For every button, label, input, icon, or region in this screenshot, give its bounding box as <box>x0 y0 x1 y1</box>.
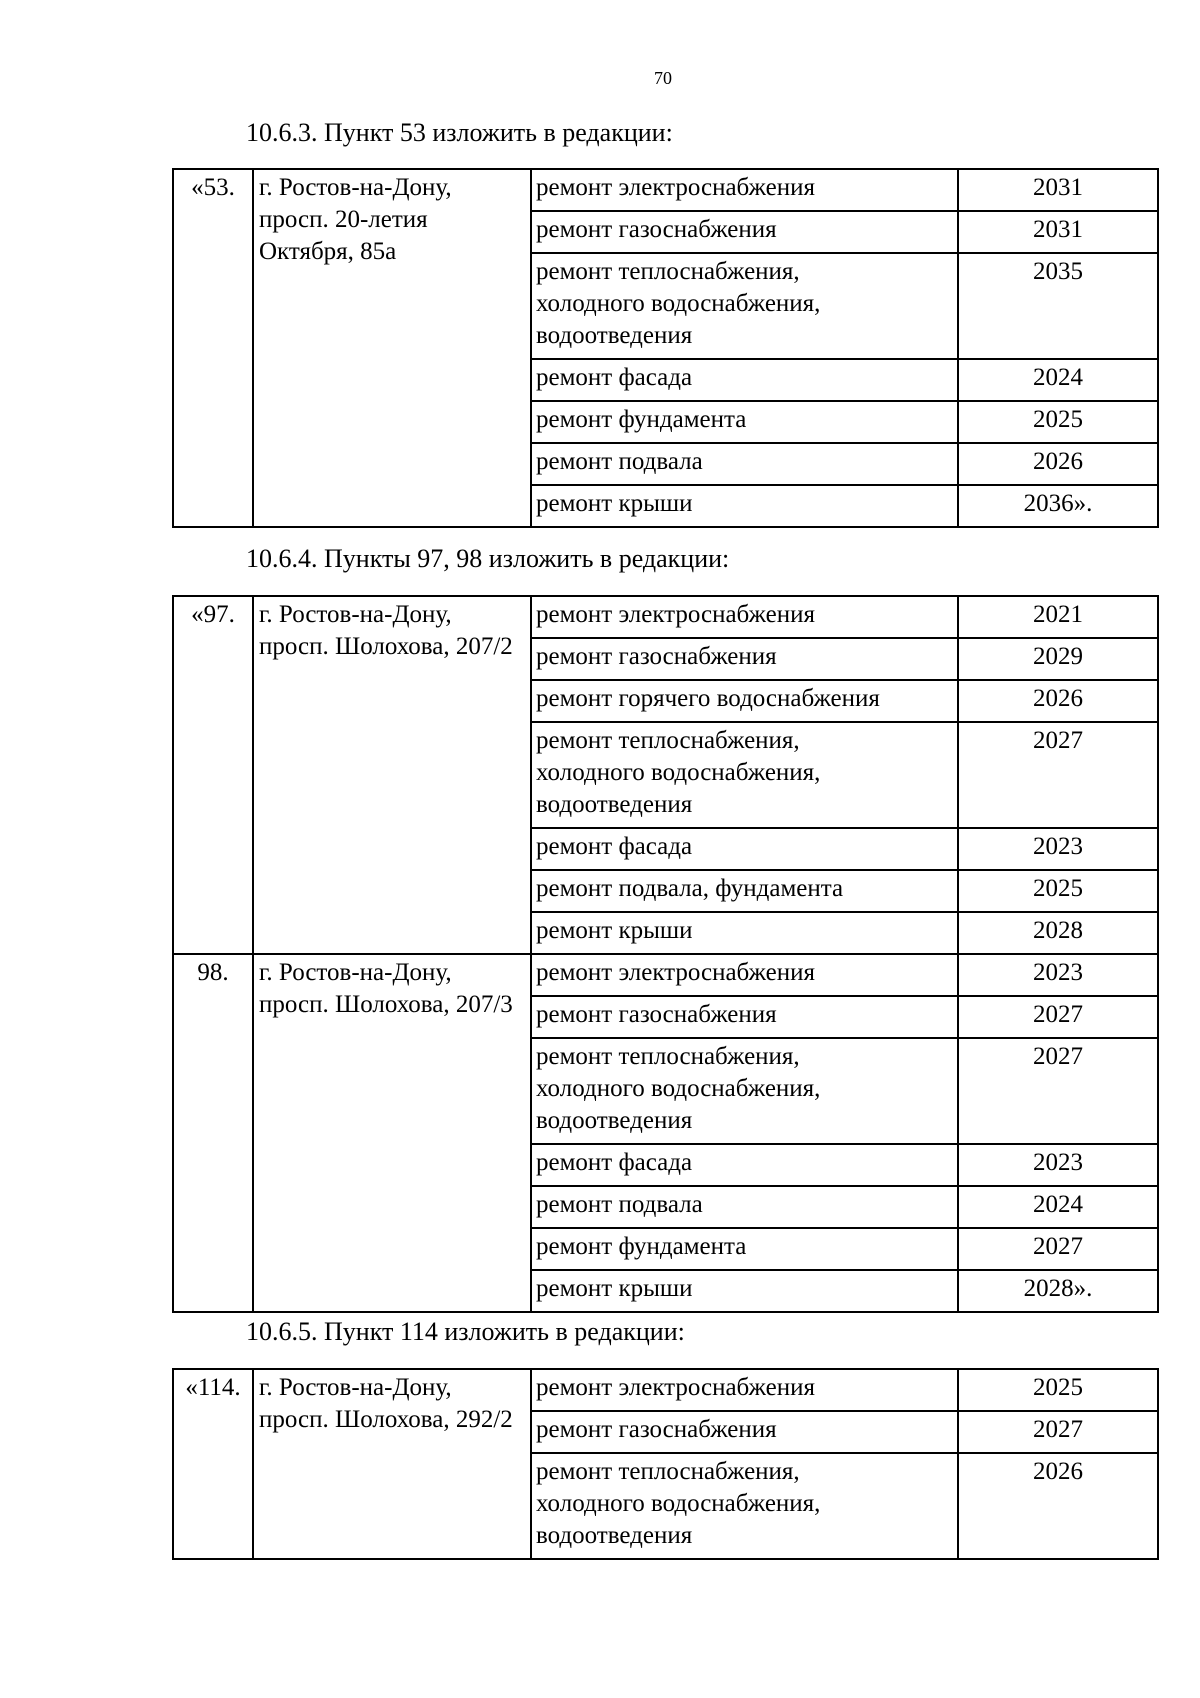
work-type-cell: ремонт фундамента <box>531 1228 958 1270</box>
year-cell: 2023 <box>958 1144 1158 1186</box>
work-type-cell: ремонт газоснабжения <box>531 211 958 253</box>
work-type-cell: ремонт теплоснабжения, холодного водоснабжения, водоотведения <box>531 253 958 359</box>
work-type-cell: ремонт крыши <box>531 485 958 527</box>
year-cell: 2028 <box>958 912 1158 954</box>
year-cell: 2036». <box>958 485 1158 527</box>
item-number: «53. <box>173 169 253 527</box>
work-type-cell: ремонт подвала, фундамента <box>531 870 958 912</box>
repair-schedule-table <box>172 1368 1159 1560</box>
work-type-cell: ремонт теплоснабжения, холодного водоснабжения, водоотведения <box>531 1038 958 1144</box>
work-type-cell: ремонт фасада <box>531 828 958 870</box>
address-cell: г. Ростов-на-Дону, просп. Шолохова, 207/2 <box>253 596 531 954</box>
item-number: «97. <box>173 596 253 954</box>
work-type-cell: ремонт фасада <box>531 359 958 401</box>
year-cell: 2031 <box>958 169 1158 211</box>
table-row <box>173 954 1158 996</box>
year-cell: 2027 <box>958 996 1158 1038</box>
year-cell: 2023 <box>958 828 1158 870</box>
year-cell: 2025 <box>958 401 1158 443</box>
table-row <box>173 596 1158 638</box>
work-type-cell: ремонт фундамента <box>531 401 958 443</box>
page-number: 70 <box>654 68 672 88</box>
work-type-cell: ремонт газоснабжения <box>531 996 958 1038</box>
work-type-cell: ремонт электроснабжения <box>531 954 958 996</box>
year-cell: 2025 <box>958 870 1158 912</box>
table-row <box>173 169 1158 211</box>
work-type-cell: ремонт подвала <box>531 1186 958 1228</box>
work-type-cell: ремонт подвала <box>531 443 958 485</box>
year-cell: 2021 <box>958 596 1158 638</box>
year-cell: 2024 <box>958 1186 1158 1228</box>
year-cell: 2027 <box>958 1228 1158 1270</box>
year-cell: 2026 <box>958 443 1158 485</box>
year-cell: 2027 <box>958 1038 1158 1144</box>
year-cell: 2026 <box>958 1453 1158 1559</box>
year-cell: 2025 <box>958 1369 1158 1411</box>
year-cell: 2029 <box>958 638 1158 680</box>
year-cell: 2031 <box>958 211 1158 253</box>
work-type-cell: ремонт газоснабжения <box>531 638 958 680</box>
repair-schedule-table <box>172 595 1159 1313</box>
year-cell: 2035 <box>958 253 1158 359</box>
repair-schedule-table <box>172 168 1159 528</box>
item-number: «114. <box>173 1369 253 1559</box>
year-cell: 2027 <box>958 722 1158 828</box>
year-cell: 2028». <box>958 1270 1158 1312</box>
work-type-cell: ремонт электроснабжения <box>531 169 958 211</box>
table-row <box>173 1369 1158 1411</box>
work-type-cell: ремонт теплоснабжения, холодного водоснабжения, водоотведения <box>531 1453 958 1559</box>
year-cell: 2027 <box>958 1411 1158 1453</box>
address-cell: г. Ростов-на-Дону, просп. Шолохова, 207/3 <box>253 954 531 1312</box>
work-type-cell: ремонт крыши <box>531 912 958 954</box>
section-heading: 10.6.4. Пункты 97, 98 изложить в редакции: <box>246 544 730 573</box>
address-cell: г. Ростов-на-Дону, просп. Шолохова, 292/2 <box>253 1369 531 1559</box>
year-cell: 2024 <box>958 359 1158 401</box>
item-number: 98. <box>173 954 253 1312</box>
address-cell: г. Ростов-на-Дону, просп. 20-летия Октября, 85а <box>253 169 531 527</box>
work-type-cell: ремонт фасада <box>531 1144 958 1186</box>
work-type-cell: ремонт теплоснабжения, холодного водоснабжения, водоотведения <box>531 722 958 828</box>
year-cell: 2023 <box>958 954 1158 996</box>
year-cell: 2026 <box>958 680 1158 722</box>
work-type-cell: ремонт газоснабжения <box>531 1411 958 1453</box>
work-type-cell: ремонт электроснабжения <box>531 1369 958 1411</box>
section-heading: 10.6.3. Пункт 53 изложить в редакции: <box>246 118 673 147</box>
section-heading: 10.6.5. Пункт 114 изложить в редакции: <box>246 1317 685 1346</box>
work-type-cell: ремонт горячего водоснабжения <box>531 680 958 722</box>
work-type-cell: ремонт электроснабжения <box>531 596 958 638</box>
work-type-cell: ремонт крыши <box>531 1270 958 1312</box>
